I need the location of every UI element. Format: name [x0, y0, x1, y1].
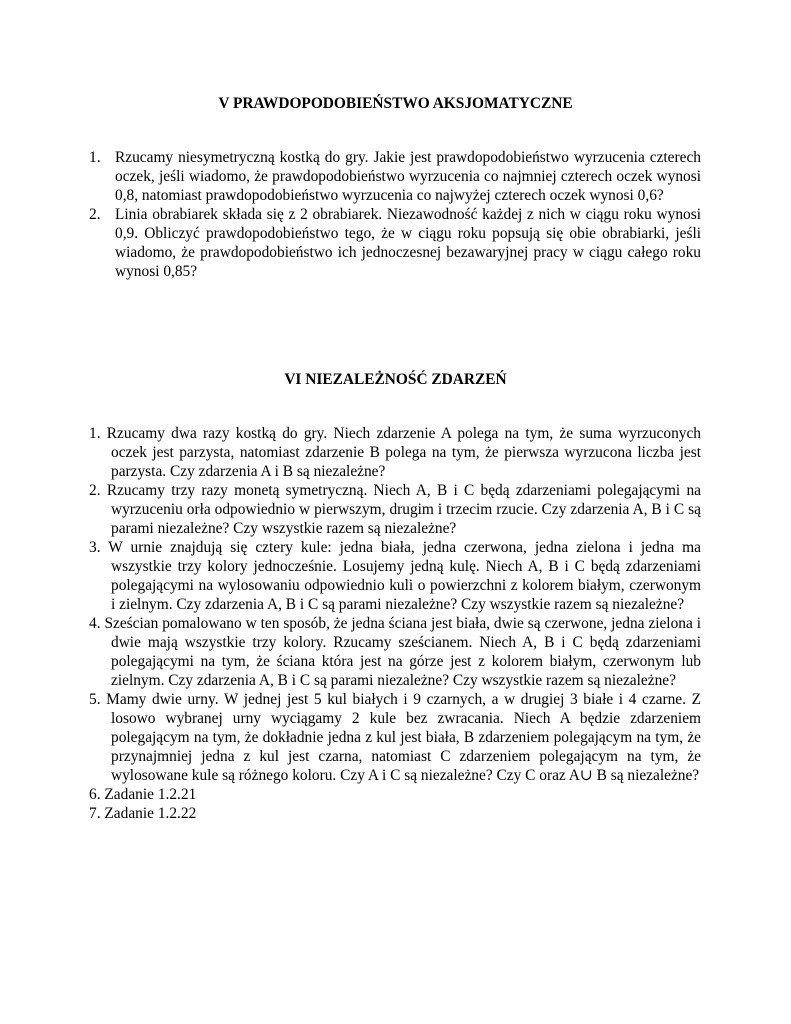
- item-number: 5.: [89, 691, 101, 708]
- item-text: Zadanie 1.2.21: [104, 786, 197, 803]
- item-text: Rzucamy trzy razy monetą symetryczną. Niech A, B i C będą zdarzeniami polegającymi na wyrzuceniu orła odpowiednio w pierwszym, drugim i trzecim rzucie. Czy zdarzenia A, B i C są parami niezależne? Czy wszystkie razem są niezależne?: [106, 482, 701, 537]
- item-number: 4.: [89, 615, 101, 632]
- item-number: 2.: [89, 482, 101, 499]
- item-text: Sześcian pomalowano w ten sposób, że jedna ściana jest biała, dwie są czerwone, jedna zielona i dwie mają wszystkie trzy kolory. Rzucamy sześcianem. Niech A, B i C będą zdarzeniami polegającymi na tym, że ściana która jest na górze jest z kolorem białym, czerwonym lub zielnym. Czy zdarzenia A, B i C są parami niezależne? Czy wszystkie razem są niezależne?: [104, 615, 701, 689]
- item-text: Mamy dwie urny. W jednej jest 5 kul białych i 9 czarnych, a w drugiej 3 białe i 4 czarne. Z losowo wybranej urny wyciągamy 2 kule bez zwracania. Niech A będzie zdarzeniem polegającym na tym, że dokładnie jedna z kul jest biała, B zdarzeniem polegającym na tym, że przynajmniej jedna z kul jest czarna, natomiast C zdarzeniem polegającym na tym, że wylosowane kule są różnego koloru. Czy A i C są niezależne? Czy C oraz A∪ B są niezależne?: [106, 691, 701, 784]
- list-item: [89, 690, 701, 785]
- item-number: 7.: [89, 805, 101, 822]
- section2-problem-list: [89, 424, 701, 823]
- item-number: 1.: [89, 425, 101, 442]
- list-item: [89, 481, 701, 538]
- list-item: [89, 424, 701, 481]
- item-number: 1.: [89, 149, 101, 166]
- list-item: [89, 538, 701, 614]
- section-title-axiomatic-probability: V PRAWDOPODOBIEŃSTWO AKSJOMATYCZNE: [218, 95, 573, 112]
- item-text: Zadanie 1.2.22: [104, 805, 197, 822]
- section-title-event-independence: VI NIEZALEŻNOŚĆ ZDARZEŃ: [284, 371, 507, 388]
- section1-problem-list: [89, 148, 701, 281]
- list-item: [89, 205, 701, 281]
- list-item: [89, 148, 701, 205]
- item-number: 6.: [89, 786, 101, 803]
- item-number: 2.: [89, 206, 101, 223]
- item-text: Rzucamy dwa razy kostką do gry. Niech zdarzenie A polega na tym, że suma wyrzuconych oczek jest parzysta, natomiast zdarzenie B polega na tym, że pierwsza wyrzucona liczba jest parzysta. Czy zdarzenia A i B są niezależne?: [106, 425, 701, 480]
- list-item: [89, 785, 701, 804]
- item-number: 3.: [89, 539, 101, 556]
- item-text: Linia obrabiarek składa się z 2 obrabiarek. Niezawodność każdej z nich w ciągu roku wynosi 0,9. Obliczyć prawdopodobieństwo tego, że w ciągu roku popsują się obie obrabiarki, jeśli wiadomo, że prawdopodobieństwo ich jednoczesnej bezawaryjnej pracy w ciągu całego roku wynosi 0,85?: [115, 206, 701, 280]
- item-text: W urnie znajdują się cztery kule: jedna biała, jedna czerwona, jedna zielona i jedna ma wszystkie trzy kolory jednocześnie. Losujemy jedną kulę. Niech A, B i C będą zdarzeniami polegającymi na wylosowaniu odpowiednio kuli o powierzchni z kolorem białym, czerwonym i zielnym. Czy zdarzenia A, B i C są parami niezależne? Czy wszystkie razem są niezależne?: [108, 539, 701, 613]
- item-text: Rzucamy niesymetryczną kostką do gry. Jakie jest prawdopodobieństwo wyrzucenia czterech oczek, jeśli wiadomo, że prawdopodobieństwo wyrzucenia co najmniej czterech oczek wynosi 0,8, natomiast prawdopodobieństwo wyrzucenia co najwyżej czterech oczek wynosi 0,6?: [115, 149, 701, 204]
- list-item: [89, 614, 701, 690]
- list-item: [89, 804, 701, 823]
